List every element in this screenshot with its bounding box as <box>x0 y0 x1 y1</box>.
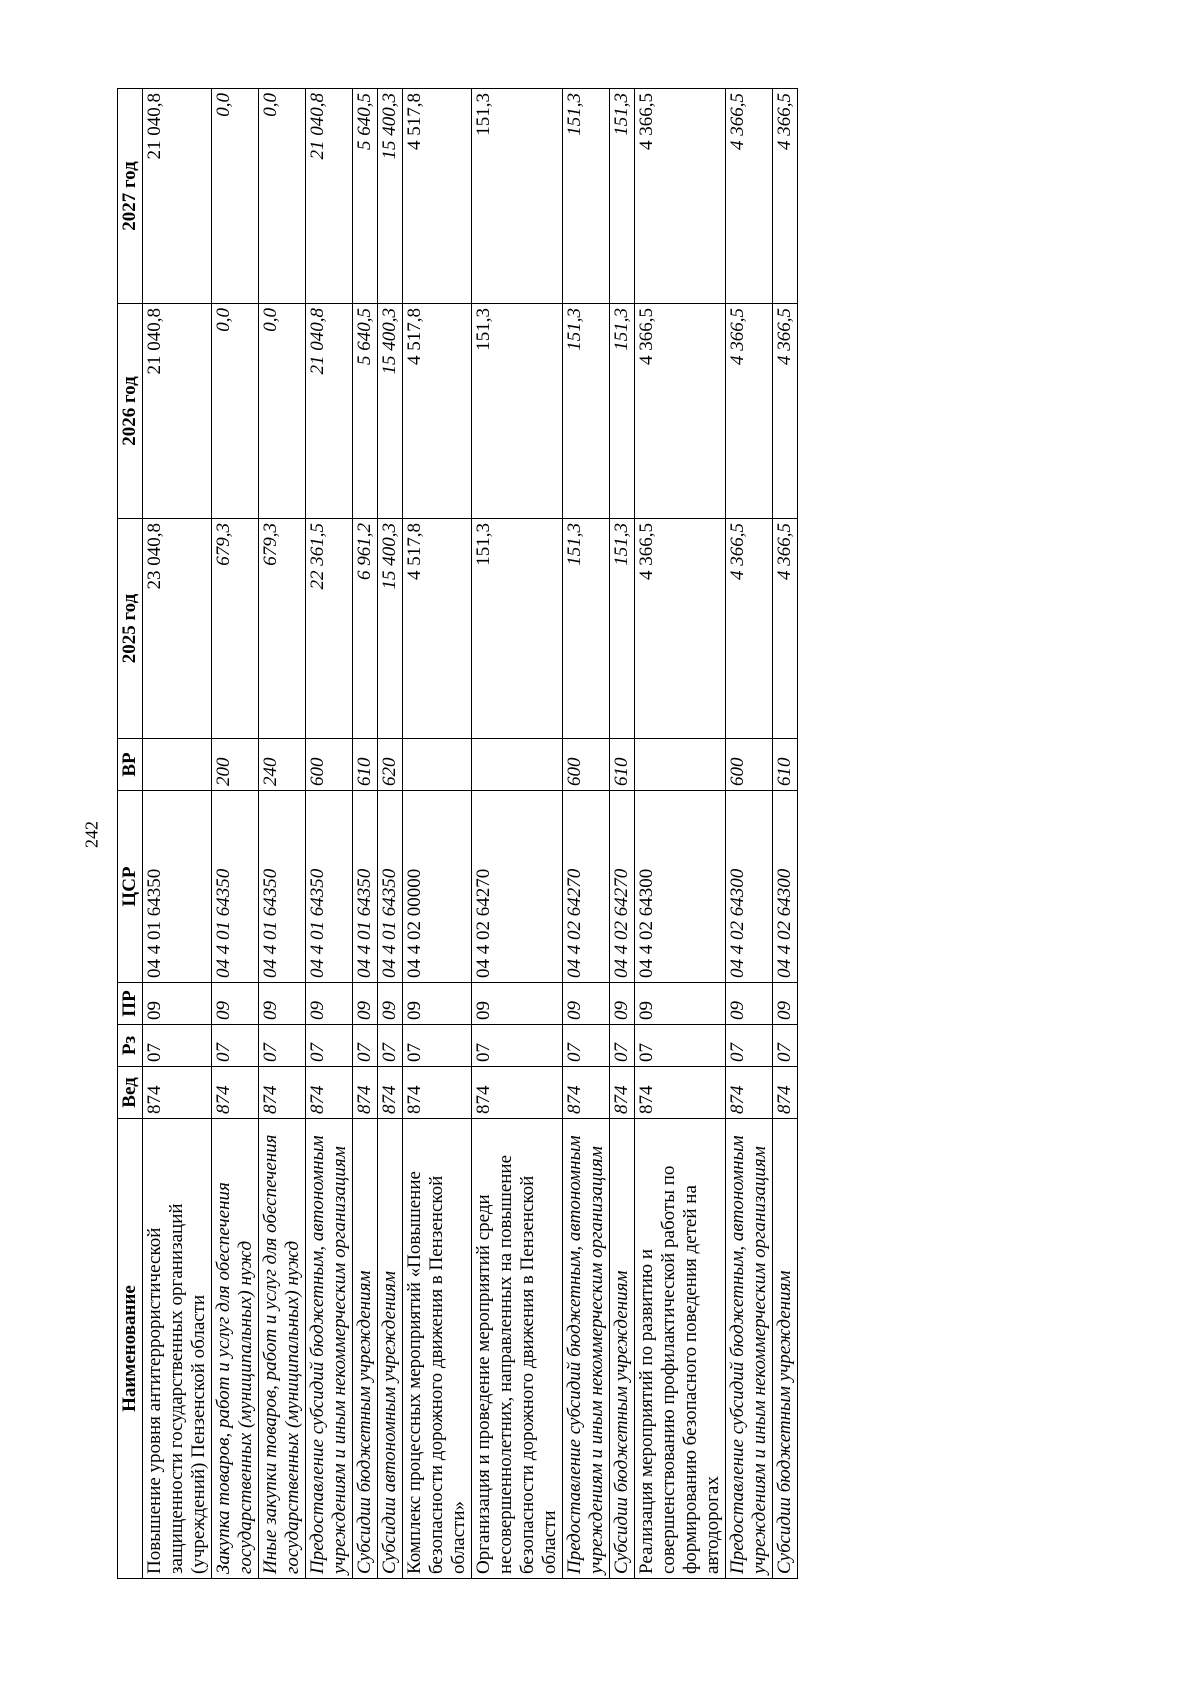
cell-rz: 07 <box>212 1025 259 1067</box>
cell-pr: 09 <box>773 983 798 1025</box>
cell-vr: 610 <box>353 739 378 791</box>
cell-rz: 07 <box>143 1025 212 1067</box>
cell-y2025: 4 517,8 <box>403 519 472 739</box>
cell-pr: 09 <box>259 983 306 1025</box>
table-body <box>143 89 798 1579</box>
table-row <box>610 89 635 1579</box>
cell-rz: 07 <box>726 1025 773 1067</box>
cell-ved: 874 <box>143 1067 212 1119</box>
cell-rz: 07 <box>378 1025 403 1067</box>
cell-rz: 07 <box>610 1025 635 1067</box>
cell-y2025: 151,3 <box>610 519 635 739</box>
cell-y2027: 151,3 <box>563 89 610 304</box>
cell-y2026: 4 366,5 <box>773 304 798 519</box>
cell-ved: 874 <box>353 1067 378 1119</box>
cell-y2026: 21 040,8 <box>306 304 353 519</box>
cell-y2025: 151,3 <box>563 519 610 739</box>
cell-csr: 04 4 02 64270 <box>563 791 610 983</box>
cell-pr: 09 <box>635 983 726 1025</box>
cell-vr <box>403 739 472 791</box>
cell-name: Закупка товаров, работ и услуг для обеспечения государственных (муниципальных) нужд <box>212 1119 259 1579</box>
cell-y2027: 5 640,5 <box>353 89 378 304</box>
cell-y2025: 22 361,5 <box>306 519 353 739</box>
cell-ved: 874 <box>635 1067 726 1119</box>
cell-y2026: 151,3 <box>563 304 610 519</box>
cell-vr <box>472 739 563 791</box>
cell-csr: 04 4 02 64270 <box>610 791 635 983</box>
table-row <box>773 89 798 1579</box>
cell-csr: 04 4 01 64350 <box>143 791 212 983</box>
cell-rz: 07 <box>259 1025 306 1067</box>
header-2027: 2027 год <box>118 89 143 304</box>
cell-name: Предоставление субсидий бюджетным, автономным учреждениям и иным некоммерческим организациям <box>726 1119 773 1579</box>
cell-vr: 610 <box>610 739 635 791</box>
header-rz: Рз <box>118 1025 143 1067</box>
table-row <box>353 89 378 1579</box>
cell-ved: 874 <box>306 1067 353 1119</box>
cell-y2026: 4 366,5 <box>635 304 726 519</box>
budget-table <box>117 88 798 1579</box>
cell-y2025: 15 400,3 <box>378 519 403 739</box>
cell-rz: 07 <box>353 1025 378 1067</box>
cell-y2026: 4 517,8 <box>403 304 472 519</box>
cell-y2025: 679,3 <box>212 519 259 739</box>
cell-y2025: 4 366,5 <box>773 519 798 739</box>
header-ved: Вед <box>118 1067 143 1119</box>
cell-rz: 07 <box>773 1025 798 1067</box>
budget-table-rotated <box>117 89 1027 1579</box>
cell-pr: 09 <box>610 983 635 1025</box>
table-row <box>403 89 472 1579</box>
cell-y2027: 0,0 <box>259 89 306 304</box>
cell-csr: 04 4 02 64300 <box>726 791 773 983</box>
cell-name: Комплекс процессных мероприятий «Повышение безопасности дорожного движения в Пензенской области» <box>403 1119 472 1579</box>
cell-name: Субсидии автономным учреждениям <box>378 1119 403 1579</box>
cell-csr: 04 4 02 64300 <box>635 791 726 983</box>
cell-csr: 04 4 02 64300 <box>773 791 798 983</box>
header-2026: 2026 год <box>118 304 143 519</box>
cell-vr: 620 <box>378 739 403 791</box>
cell-pr: 09 <box>378 983 403 1025</box>
cell-pr: 09 <box>353 983 378 1025</box>
table-row <box>472 89 563 1579</box>
cell-y2027: 0,0 <box>212 89 259 304</box>
cell-y2027: 4 366,5 <box>726 89 773 304</box>
cell-y2025: 6 961,2 <box>353 519 378 739</box>
cell-rz: 07 <box>403 1025 472 1067</box>
header-name: Наименование <box>118 1119 143 1579</box>
cell-vr: 200 <box>212 739 259 791</box>
cell-pr: 09 <box>563 983 610 1025</box>
cell-y2025: 679,3 <box>259 519 306 739</box>
cell-ved: 874 <box>773 1067 798 1119</box>
cell-csr: 04 4 01 64350 <box>378 791 403 983</box>
header-2025: 2025 год <box>118 519 143 739</box>
cell-name: Иные закупки товаров, работ и услуг для обеспечения государственных (муниципальных) нужд <box>259 1119 306 1579</box>
cell-y2026: 5 640,5 <box>353 304 378 519</box>
cell-y2026: 151,3 <box>472 304 563 519</box>
cell-csr: 04 4 01 64350 <box>306 791 353 983</box>
cell-csr: 04 4 02 00000 <box>403 791 472 983</box>
cell-y2026: 4 366,5 <box>726 304 773 519</box>
cell-rz: 07 <box>563 1025 610 1067</box>
table-row <box>259 89 306 1579</box>
cell-rz: 07 <box>635 1025 726 1067</box>
cell-pr: 09 <box>143 983 212 1025</box>
cell-ved: 874 <box>212 1067 259 1119</box>
cell-ved: 874 <box>472 1067 563 1119</box>
header-pr: ПР <box>118 983 143 1025</box>
cell-vr: 600 <box>306 739 353 791</box>
page-number: 242 <box>81 821 102 848</box>
cell-vr: 600 <box>726 739 773 791</box>
table-row <box>212 89 259 1579</box>
table-row <box>635 89 726 1579</box>
cell-pr: 09 <box>212 983 259 1025</box>
cell-name: Субсидии бюджетным учреждениям <box>773 1119 798 1579</box>
cell-csr: 04 4 01 64350 <box>259 791 306 983</box>
cell-pr: 09 <box>306 983 353 1025</box>
cell-y2026: 0,0 <box>259 304 306 519</box>
cell-csr: 04 4 01 64350 <box>212 791 259 983</box>
cell-y2027: 151,3 <box>610 89 635 304</box>
cell-name: Повышение уровня антитеррористической защищенности государственных организаций (учреждений) Пензенской области <box>143 1119 212 1579</box>
cell-y2027: 21 040,8 <box>143 89 212 304</box>
cell-pr: 09 <box>726 983 773 1025</box>
cell-vr <box>635 739 726 791</box>
table-row <box>306 89 353 1579</box>
cell-y2026: 15 400,3 <box>378 304 403 519</box>
cell-ved: 874 <box>563 1067 610 1119</box>
cell-y2027: 15 400,3 <box>378 89 403 304</box>
cell-y2027: 21 040,8 <box>306 89 353 304</box>
cell-vr: 240 <box>259 739 306 791</box>
cell-ved: 874 <box>726 1067 773 1119</box>
cell-y2027: 151,3 <box>472 89 563 304</box>
cell-name: Реализация мероприятий по развитию и совершенствованию профилактической работы по формированию безопасного поведения детей на автодорогах <box>635 1119 726 1579</box>
cell-name: Субсидии бюджетным учреждениям <box>353 1119 378 1579</box>
cell-rz: 07 <box>472 1025 563 1067</box>
cell-name: Предоставление субсидий бюджетным, автономным учреждениям и иным некоммерческим организациям <box>563 1119 610 1579</box>
cell-y2027: 4 366,5 <box>773 89 798 304</box>
table-header-row <box>118 89 143 1579</box>
cell-y2026: 0,0 <box>212 304 259 519</box>
cell-ved: 874 <box>378 1067 403 1119</box>
cell-vr <box>143 739 212 791</box>
cell-y2026: 21 040,8 <box>143 304 212 519</box>
cell-y2027: 4 517,8 <box>403 89 472 304</box>
cell-y2027: 4 366,5 <box>635 89 726 304</box>
cell-vr: 600 <box>563 739 610 791</box>
table-row <box>726 89 773 1579</box>
cell-ved: 874 <box>403 1067 472 1119</box>
cell-name: Предоставление субсидий бюджетным, автономным учреждениям и иным некоммерческим организациям <box>306 1119 353 1579</box>
cell-csr: 04 4 01 64350 <box>353 791 378 983</box>
header-vr: ВР <box>118 739 143 791</box>
cell-y2025: 4 366,5 <box>635 519 726 739</box>
cell-rz: 07 <box>306 1025 353 1067</box>
cell-vr: 610 <box>773 739 798 791</box>
cell-csr: 04 4 02 64270 <box>472 791 563 983</box>
cell-pr: 09 <box>403 983 472 1025</box>
cell-pr: 09 <box>472 983 563 1025</box>
cell-y2026: 151,3 <box>610 304 635 519</box>
cell-ved: 874 <box>259 1067 306 1119</box>
header-csr: ЦСР <box>118 791 143 983</box>
table-row <box>378 89 403 1579</box>
cell-name: Организация и проведение мероприятий среди несовершеннолетних, направленных на повышение безопасности дорожного движения в Пензенской области <box>472 1119 563 1579</box>
cell-name: Субсидии бюджетным учреждениям <box>610 1119 635 1579</box>
table-row <box>563 89 610 1579</box>
cell-y2025: 4 366,5 <box>726 519 773 739</box>
table-row <box>143 89 212 1579</box>
cell-ved: 874 <box>610 1067 635 1119</box>
cell-y2025: 23 040,8 <box>143 519 212 739</box>
cell-y2025: 151,3 <box>472 519 563 739</box>
